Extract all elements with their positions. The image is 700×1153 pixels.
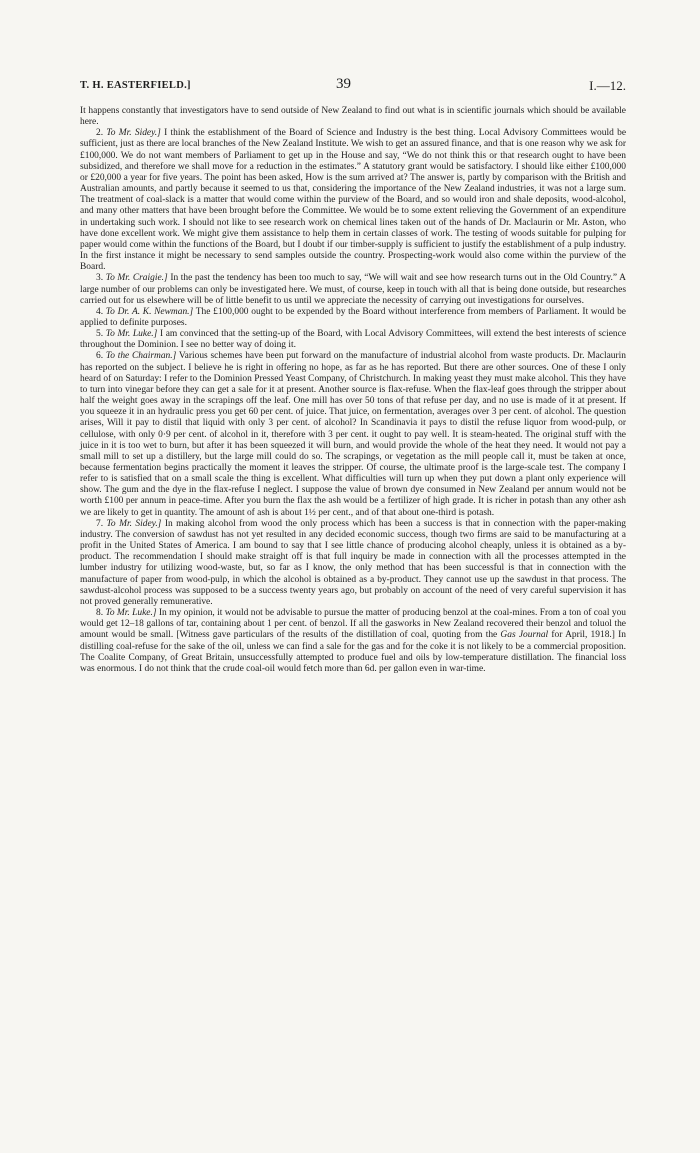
paragraph-1 — [80, 106, 626, 128]
paragraph-text: for April, 1918.] In distilling coal-refuse for the sake of the oil, unless we can find a sale for the gas and for the coke it is not likely to be a commercial proposition. The Coalite Company, of Great Britain, unsuccessfully attempted to produce fuel and oils by low-temperature distillation. The financial loss was enormous. I do not think that the crude coal-oil would fetch more than 6d. per gallon even in war-time. — [80, 630, 626, 674]
paragraph-text: I think the establishment of the Board of Science and Industry is the best thing. Local Advisory Committees would be sufficient, just as there are local branches of the New Zealand Institute. We wish to get an assured finance, and that is one reason why we ask for £100,000. We do not want members of Parliament to get up in the House and say, “We do not think this or that research ought to have been subsidized, and therefore we shall move for a reduction in the estimates.” A statutory grant would be satisfactory. I should like either £100,000 or £20,000 a year for five years. The point has been asked, How is the sum arrived at? The answer is, partly by comparison with the British and Australian amounts, and partly because it seemed to us that, considering the importance of the New Zealand industries, it was not a large sum. The treatment of coal-slack is a matter that would come within the purview of the Board, and so would iron and shale deposits, wood-alcohol, and many other matters that have been brought before the Committee. We would be to some extent relieving the Government of an expenditure in undertaking such work. I should not like to see research work on chemical lines taken out of the hands of Dr. Maclaurin or Mr. Aston, who have done excellent work. We might give them assistance to help them in certain classes of work. The testing of woods suitable for pulping for paper would come within the functions of the Board, but I doubt if our timber-supply is sufficient to justify the establishment of a pulp industry. In the first instance it might be necessary to send samples outside the country. Prospecting-work would also come within the purview of the Board. — [80, 128, 627, 273]
running-head-author: T. H. EASTERFIELD.] — [80, 80, 191, 91]
addressee: To Mr. Luke.] — [105, 329, 158, 340]
paragraph-2 — [80, 128, 626, 273]
paragraph-4 — [80, 307, 626, 329]
page-header — [80, 76, 626, 98]
addressee: To Mr. Sidey.] — [106, 128, 161, 139]
addressee: To Dr. A. K. Newman.] — [105, 306, 194, 317]
paragraph-number: 6. — [96, 351, 104, 362]
paragraph-text: The £100,000 ought to be expended by the Board without interference from members of Parliament. It would be applied to definite purposes. — [80, 306, 626, 328]
paragraph-text: I am convinced that the setting-up of the Board, with Local Advisory Committees, will extend the best interests of science throughout the Dominion. I see no better way of doing it. — [80, 329, 627, 351]
paragraph-8 — [80, 608, 626, 675]
paragraph-3 — [80, 273, 626, 306]
paragraph-7 — [80, 519, 626, 608]
addressee: To the Chairman.] — [105, 351, 177, 362]
paragraph-number: 2. — [96, 128, 104, 139]
paragraph-number: 3. — [96, 273, 104, 284]
paragraph-text: In my opinion, it would not be advisable to pursue the matter of producing benzol at the coal-mines. From a ton of coal you would get 12–18 gallons of tar, containing about 1 per cent. of benzol. If all the gasworks in New Zealand recovered their benzol and toluol the amount would be small. [Witness gave particulars of the results of the distillation of coal, quoting from the — [80, 608, 626, 641]
document-reference: I.—12. — [589, 78, 626, 93]
paragraph-text: It happens constantly that investigators have to send outside of New Zealand to find out what is in scientific journals which should be available here. — [80, 106, 626, 128]
journal-title: Gas Journal — [500, 630, 549, 641]
paragraph-number: 5. — [96, 329, 104, 340]
paragraph-text: Various schemes have been put forward on the manufacture of industrial alcohol from waste products. Dr. Maclaurin has reported on the subject. I believe he is right in offering no hope, as far as he has reported. But there are other sources. One of these I only heard of on Saturday: I refer to the Dominion Pressed Yeast Company, of Christchurch. In making yeast they must make alcohol. This they have to turn into vinegar before they can get a sale for it at present. Another source is flax-refuse. When the flax-leaf goes through the stripper about half the weight goes away in the scrapings off the leaf. One mill has over 50 tons of that refuse per day, and no use is made of it at present. If you squeeze it in an hydraulic press you get 60 per cent. of juice. That juice, on fermentation, averages over 3 per cent. of alcohol. The question arises, Will it pay to distil that liquid with only 3 per cent. of alcohol? In Scandinavia it pays to distil the refuse liquor from wood-pulp, or cellulose, with only 0·9 per cent. of alcohol in it, therefore with 3 per cent. it ought to pay well. It is steam-heated. The original stuff with the juice in it is too wet to burn, but after it has been squeezed it will burn, and would provide the whole of the heat they need. It would not pay a small mill to set up a distillery, but the large mill could do so. The scrapings, or vegetation as the mill people call it, must be taken at once, because fermentation begins practically the moment it leaves the stripper. Of course, the ultimate proof is the large-scale test. The company I refer to is satisfied that on a small scale the thing is excellent. What difficulties will turn up when they put down a plant only experience will show. The gum and the dye in the flax-refuse I neglect. I suppose the value of brown dye consumed in New Zealand per annum would not be worth £100 per annum in peace-time. After you burn the flax the ash would be a fertilizer of high grade. It is richer in potash than any other ash we are likely to get in quantity. The amount of ash is about 1½ per cent., and of that about one-third is potash. — [80, 351, 626, 518]
addressee: To Mr. Luke.] — [105, 608, 157, 619]
paragraph-text: In making alcohol from wood the only process which has been a success is that in connection with the paper-making industry. The conversion of sawdust has not yet resulted in any decided economic success, though two firms are said to be manufacturing at a profit in the United States of America. I am bound to say that I see little chance of producing alcohol cheaply, unless it is obtained as a by-product. The recommendation I should make straight off is that full inquiry be made in connection with all the processes attempted in the lumber industry for utilizing wood-waste, but, so far as I know, the only method that has been successful is that in connection with the manufacture of paper from wood-pulp, in which the alcohol is obtained as a by-product. They cannot use up the sawdust in that process. The sawdust-alcohol process was supposed to be a success twenty years ago, but probably on account of the need of very careful supervision it has not proved generally remunerative. — [80, 518, 627, 607]
paragraph-text: In the past the tendency has been too much to say, “We will wait and see how research turns out in the Old Country.” A large number of our problems can only be investigated here. We must, of course, keep in touch with all that is being done outside, but researches carried out for us elsewhere will be of little benefit to us until we appreciate the necessity of carrying out investigations for ourselves. — [80, 273, 626, 306]
addressee: To Mr. Craigie.] — [105, 273, 168, 284]
addressee: To Mr. Sidey.] — [106, 518, 162, 529]
page-number: 39 — [336, 76, 351, 92]
paragraph-number: 4. — [96, 306, 104, 317]
document-body — [80, 106, 626, 675]
paragraph-6 — [80, 351, 626, 518]
paragraph-number: 7. — [96, 518, 104, 529]
paragraph-5 — [80, 329, 626, 351]
paragraph-number: 8. — [96, 608, 104, 619]
